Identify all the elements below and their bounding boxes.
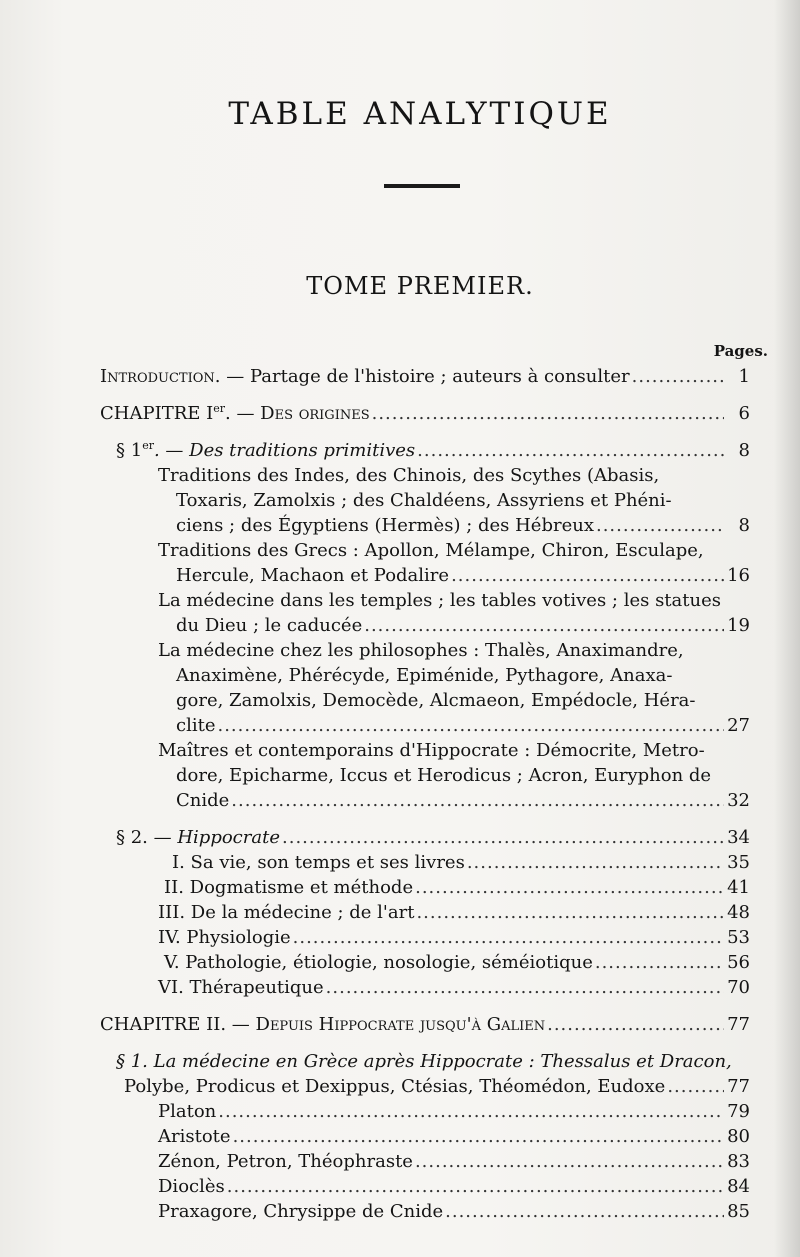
pages-column-label: Pages.	[713, 342, 768, 360]
toc-entry-last-line	[124, 1074, 750, 1099]
toc-entry-text: clite	[176, 715, 216, 736]
toc-entry-line: La médecine chez les philosophes : Thalès, Anaximandre,	[158, 640, 684, 661]
page-number: 48	[727, 902, 750, 923]
page-number: 8	[738, 515, 750, 536]
toc-entry-medecine-temples	[158, 588, 750, 638]
toc-entry-chapter-2	[100, 1012, 750, 1037]
page-number: 41	[727, 877, 750, 898]
page-number: 34	[727, 827, 750, 848]
toc-entry-text: IV. Physiologie	[158, 927, 291, 948]
page-title: TABLE ANALYTIQUE	[228, 96, 612, 132]
toc-entry-hippocrate-3	[158, 900, 750, 925]
toc-entry-text: Dioclès	[158, 1176, 225, 1197]
leader-dots	[415, 1149, 724, 1174]
toc-entry-text: Platon	[158, 1101, 217, 1122]
page-number: 16	[727, 565, 750, 586]
toc-entry-text: I. Sa vie, son temps et ses livres	[172, 852, 465, 873]
toc-entry-text: . — Des origines	[225, 403, 370, 424]
toc-entry-text: III. De la médecine ; de l'art	[158, 902, 415, 923]
toc-entry-traditions-grecs	[158, 538, 750, 588]
toc-entry-text: II. Dogmatisme et méthode	[164, 877, 414, 898]
page-number: 56	[727, 952, 750, 973]
toc-entry-last-line	[176, 713, 750, 738]
toc-entry-hippocrate-4	[158, 925, 750, 950]
toc-entry-text: Cnide	[176, 790, 230, 811]
toc-entry-last-line	[176, 513, 750, 538]
page-number: 1	[738, 366, 750, 387]
toc-entry-line: Traditions des Indes, des Chinois, des Scythes (Abasis,	[158, 465, 660, 486]
toc-entry-text: Aristote	[158, 1126, 231, 1147]
toc-entry-section-1	[116, 438, 750, 463]
toc-entry-hippocrate-5	[164, 950, 750, 975]
toc-entry-line: La médecine dans les temples ; les tables votives ; les statues	[158, 590, 721, 611]
leader-dots	[217, 713, 724, 738]
toc-entry-line: Toxaris, Zamolxis ; des Chaldéens, Assyriens et Phéni-	[176, 490, 672, 511]
toc-entry-maitres-contemporains	[158, 738, 750, 813]
page-number: 84	[727, 1176, 750, 1197]
table-of-contents	[100, 364, 750, 1224]
leader-dots	[451, 563, 724, 588]
leader-dots	[445, 1199, 724, 1224]
page-number: 77	[727, 1076, 750, 1097]
page-number: 27	[727, 715, 750, 736]
toc-entry-line: dore, Epicharme, Iccus et Herodicus ; Acron, Euryphon de	[176, 765, 712, 786]
title-divider	[384, 184, 460, 188]
toc-entry-line: Maîtres et contemporains d'Hippocrate : Démocrite, Metro-	[158, 740, 705, 761]
tome-title: TOME PREMIER.	[306, 272, 534, 300]
leader-dots	[596, 513, 724, 538]
page-number: 53	[727, 927, 750, 948]
toc-entry-text: — Depuis Hippocrate jusqu'à Galien	[226, 1014, 546, 1035]
toc-entry-line: gore, Zamolxis, Democède, Alcmaeon, Empédocle, Héra-	[176, 690, 696, 711]
toc-entry-text: Praxagore, Chrysippe de Cnide	[158, 1201, 444, 1222]
leader-dots	[595, 950, 724, 975]
toc-entry-section-2-1	[116, 1049, 750, 1099]
toc-entry-text: du Dieu ; le caducée	[176, 615, 363, 636]
toc-entry-label: Introduction.	[100, 366, 221, 387]
page-spine-shadow	[774, 0, 800, 1257]
toc-entry-hippocrate-6	[158, 975, 750, 1000]
toc-entry-praxagore	[158, 1199, 750, 1224]
leader-dots	[218, 1099, 724, 1124]
toc-entry-hippocrate-1	[172, 850, 750, 875]
toc-entry-text: VI. Thérapeutique	[158, 977, 324, 998]
toc-entry-line: Anaximène, Phérécyde, Epiménide, Pythagore, Anaxa-	[176, 665, 673, 686]
toc-entry-text: . — Des traditions primitives	[153, 440, 416, 461]
toc-entry-section-2	[116, 825, 750, 850]
page-number: 32	[727, 790, 750, 811]
toc-entry-aristote	[158, 1124, 750, 1149]
toc-entry-label: CHAPITRE I	[100, 403, 214, 424]
page-number: 79	[727, 1101, 750, 1122]
toc-entry-text: — Partage de l'histoire ; auteurs à consulter	[220, 366, 630, 387]
page-number: 77	[727, 1014, 750, 1035]
toc-entry-last-line	[176, 788, 750, 813]
page-number: 83	[727, 1151, 750, 1172]
superscript: er	[213, 402, 226, 415]
page-number: 6	[738, 403, 750, 424]
leader-dots	[415, 875, 724, 900]
toc-entry-label: § 1	[116, 440, 143, 461]
leader-dots	[632, 364, 724, 389]
toc-entry-text: V. Pathologie, étiologie, nosologie, séméiotique	[164, 952, 593, 973]
leader-dots	[417, 438, 724, 463]
leader-dots	[547, 1012, 724, 1037]
leader-dots	[231, 788, 724, 813]
toc-entry-chapter-1	[100, 401, 750, 426]
leader-dots	[233, 1124, 724, 1149]
toc-entry-introduction	[100, 364, 750, 389]
leader-dots	[364, 613, 724, 638]
toc-entry-text: Zénon, Petron, Théophraste	[158, 1151, 413, 1172]
leader-dots	[282, 825, 724, 850]
toc-entry-text: ciens ; des Égyptiens (Hermès) ; des Hébreux	[176, 515, 594, 536]
page-number: 35	[727, 852, 750, 873]
toc-entry-line: § 1. La médecine en Grèce après Hippocrate : Thessalus et Dracon,	[116, 1051, 732, 1072]
leader-dots	[667, 1074, 724, 1099]
leader-dots	[416, 900, 724, 925]
toc-entry-medecine-philosophes	[158, 638, 750, 738]
leader-dots	[326, 975, 724, 1000]
page-number: 19	[727, 615, 750, 636]
toc-entry-last-line	[176, 563, 750, 588]
superscript: er	[142, 439, 154, 452]
toc-entry-platon	[158, 1099, 750, 1124]
toc-entry-label: CHAPITRE II.	[100, 1014, 227, 1035]
leader-dots	[227, 1174, 724, 1199]
page-number: 8	[738, 440, 750, 461]
page-number: 85	[727, 1201, 750, 1222]
toc-entry-traditions-indes	[158, 463, 750, 538]
page-number: 80	[727, 1126, 750, 1147]
toc-entry-text: — Hippocrate	[147, 827, 280, 848]
toc-entry-label: § 2.	[116, 827, 148, 848]
toc-entry-line: Traditions des Grecs : Apollon, Mélampe, Chiron, Esculape,	[158, 540, 704, 561]
toc-entry-last-line	[176, 613, 750, 638]
toc-entry-text: Hercule, Machaon et Podalire	[176, 565, 450, 586]
page-number: 70	[727, 977, 750, 998]
leader-dots	[372, 401, 724, 426]
leader-dots	[293, 925, 724, 950]
toc-entry-zenon	[158, 1149, 750, 1174]
toc-entry-text: Polybe, Prodicus et Dexippus, Ctésias, Théomédon, Eudoxe	[124, 1076, 666, 1097]
leader-dots	[467, 850, 724, 875]
toc-entry-hippocrate-2	[164, 875, 750, 900]
toc-entry-diocles	[158, 1174, 750, 1199]
